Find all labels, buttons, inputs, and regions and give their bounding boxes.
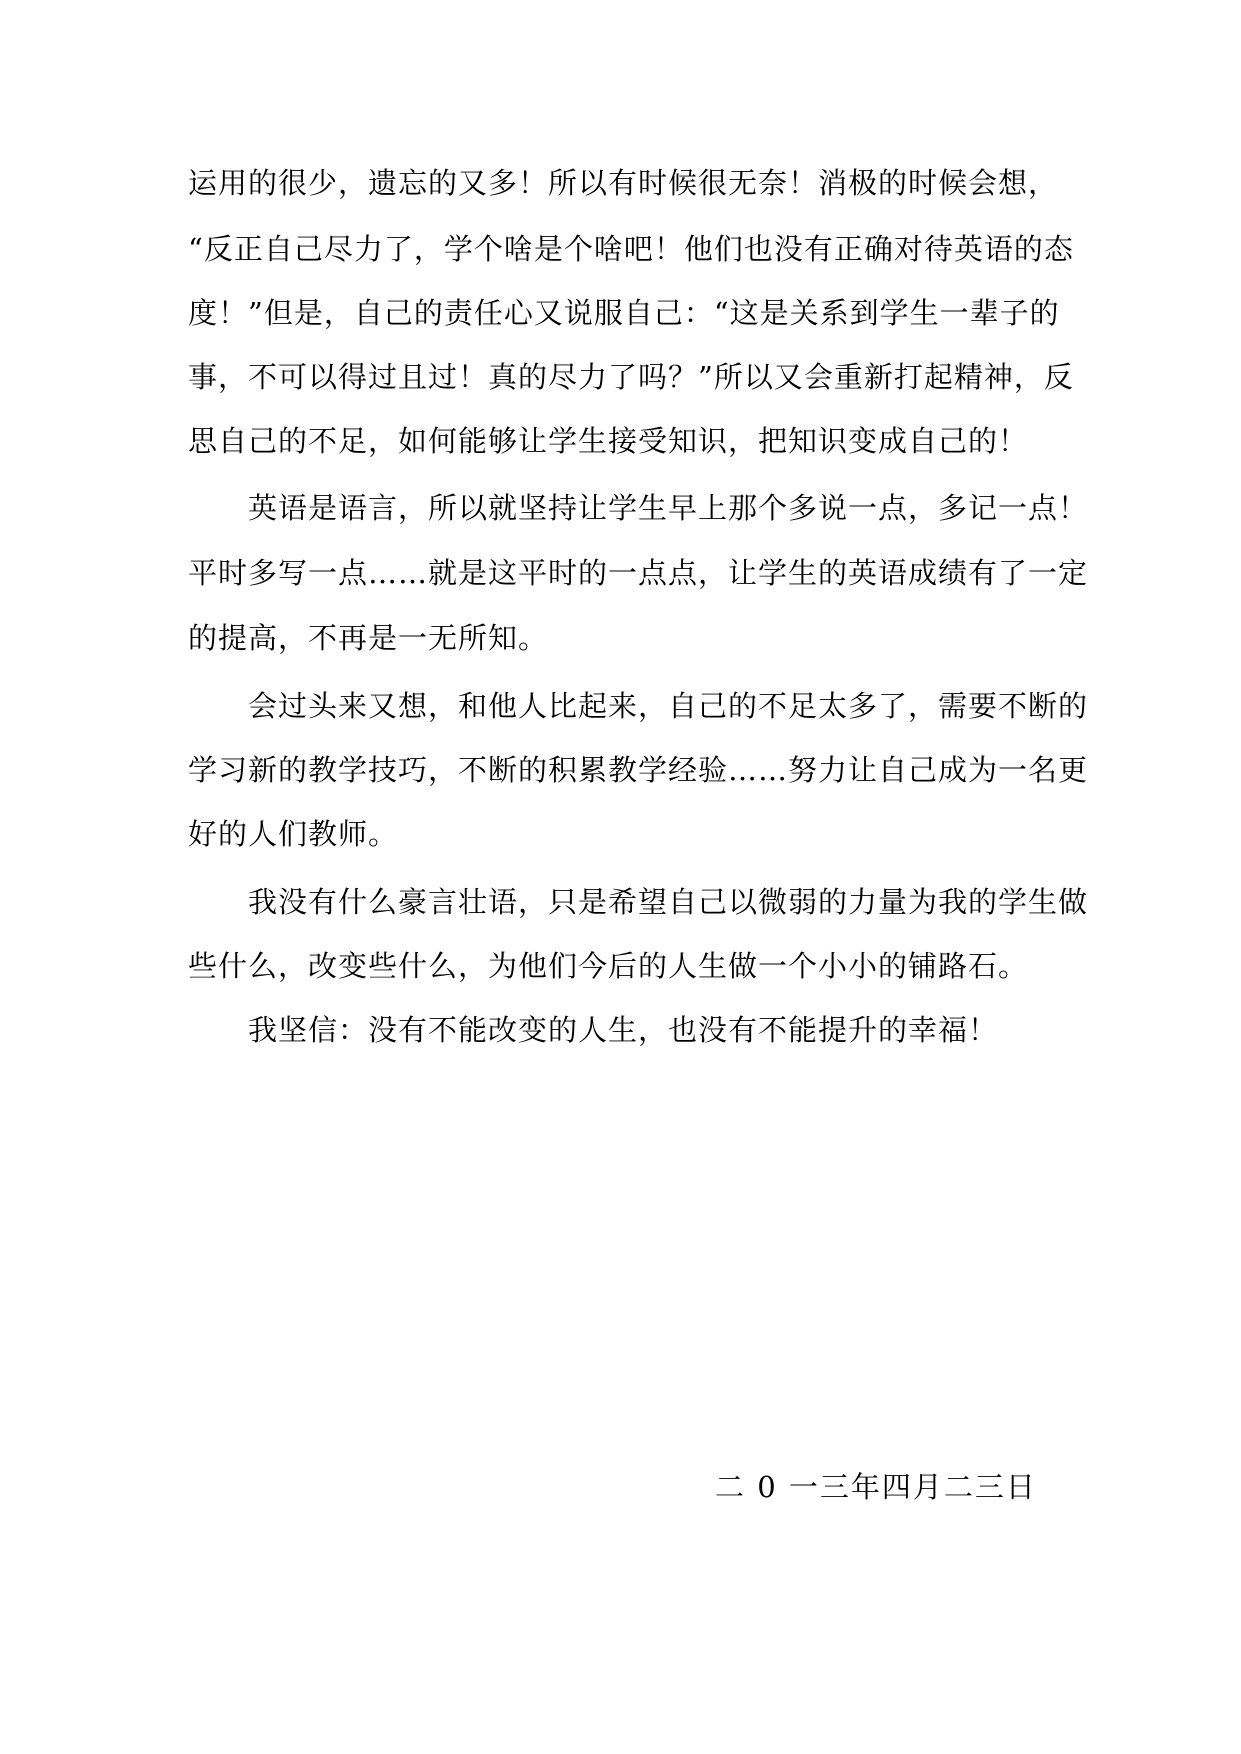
- paragraph-first-line: 我坚信：没有不能改变的人生，也没有不能提升的幸福！: [248, 1013, 999, 1047]
- body-text-line: 的提高，不再是一无所知。: [188, 621, 549, 655]
- paragraph-first-line: 英语是语言，所以就坚持让学生早上那个多说一点，多记一点！: [248, 491, 1089, 525]
- body-text-line: 思自己的不足，如何能够让学生接受知识，把知识变成自己的！: [188, 424, 1029, 458]
- body-text-line: 平时多写一点……就是这平时的一点点，让学生的英语成绩有了一定: [188, 556, 1089, 590]
- body-text-line: 学习新的教学技巧，不断的积累教学经验……努力让自己成为一名更: [188, 753, 1089, 787]
- paragraph-first-line: 会过头来又想，和他人比起来，自己的不足太多了，需要不断的: [248, 689, 1089, 723]
- body-text-line: “反正自己尽力了，学个啥是个啥吧！他们也没有正确对待英语的态: [188, 232, 1074, 266]
- body-text-line: 度！”但是，自己的责任心又说服自己：“这是关系到学生一辈子的: [188, 296, 1060, 330]
- body-text-line: 运用的很少，遗忘的又多！所以有时候很无奈！消极的时候会想，: [188, 166, 1059, 200]
- body-text-line: 好的人们教师。: [188, 817, 399, 851]
- body-text-line: 些什么，改变些什么，为他们今后的人生做一个小小的铺路石。: [188, 949, 1029, 983]
- body-text-line: 事，不可以得过且过！真的尽力了吗？”所以又会重新打起精神，反: [188, 360, 1074, 394]
- paragraph-first-line: 我没有什么豪言壮语，只是希望自己以微弱的力量为我的学生做: [248, 885, 1089, 919]
- document-date: 二 0 一三年四月二三日: [715, 1470, 1037, 1504]
